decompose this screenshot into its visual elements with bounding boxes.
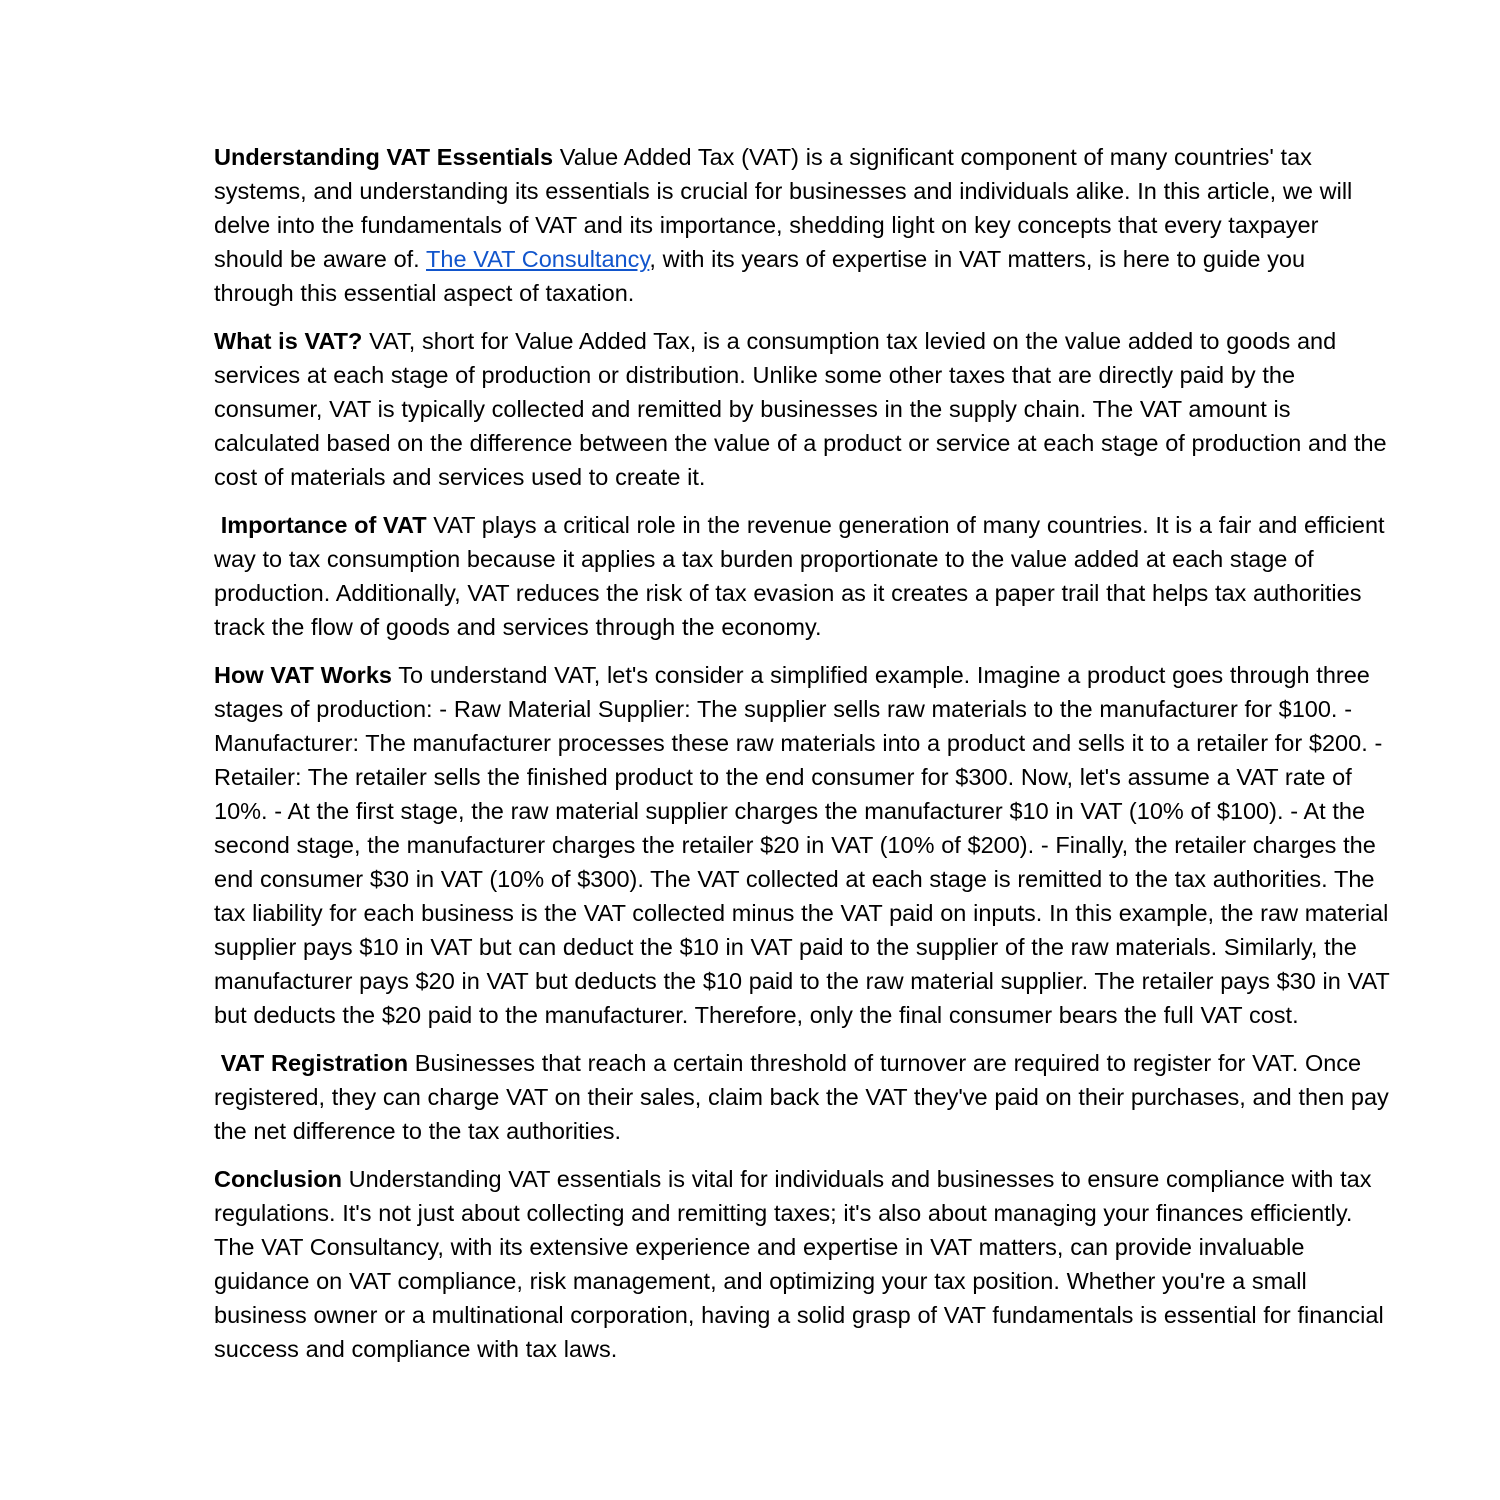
- paragraph-understanding-vat-essentials: [214, 140, 1390, 310]
- paragraph-lead-what-is-vat: What is VAT?: [214, 328, 363, 354]
- paragraph-lead-understanding-vat-essentials: Understanding VAT Essentials: [214, 144, 554, 170]
- paragraph-text-conclusion: Understanding VAT essentials is vital for individuals and businesses to ensure compliance with tax regulations. It's not just about collecting and remitting taxes; it's also about managing your finances efficiently. The VAT Consultancy, with its extensive experience and expertise in VAT matters, can provide invaluable guidance on VAT compliance, risk management, and optimizing your tax position. Whether you're a small business owner or a multinational corporation, having a solid grasp of VAT fundamentals is essential for financial success and compliance with tax laws.: [214, 1166, 1384, 1362]
- paragraph-text-what-is-vat: VAT, short for Value Added Tax, is a consumption tax levied on the value added to goods and services at each stage of production or distribution. Unlike some other taxes that are directly paid by the consumer, VAT is typically collected and remitted by businesses in the supply chain. The VAT amount is calculated based on the difference between the value of a product or service at each stage of production and the cost of materials and services used to create it.: [214, 328, 1387, 490]
- paragraph-lead-vat-registration: VAT Registration: [220, 1050, 409, 1076]
- paragraph-what-is-vat: [214, 324, 1390, 494]
- the-vat-consultancy-link[interactable]: The VAT Consultancy: [426, 246, 650, 272]
- paragraph-lead-importance-of-vat: Importance of VAT: [220, 512, 427, 538]
- paragraph-how-vat-works: [214, 658, 1390, 1032]
- paragraph-lead-conclusion: Conclusion: [214, 1166, 342, 1192]
- paragraph-text-importance-of-vat: VAT plays a critical role in the revenue generation of many countries. It is a fair and efficient way to tax consumption because it applies a tax burden proportionate to the value added at each stage of production. Additionally, VAT reduces the risk of tax evasion as it creates a paper trail that helps tax authorities track the flow of goods and services through the economy.: [214, 512, 1385, 640]
- paragraph-lead-how-vat-works: How VAT Works: [214, 662, 392, 688]
- article-body: [214, 140, 1390, 1366]
- paragraph-importance-of-vat: [214, 508, 1390, 644]
- paragraph-text-vat-registration: Businesses that reach a certain threshold of turnover are required to register for VAT. Once registered, they can charge VAT on their sales, claim back the VAT they've paid on their purchases, and then pay the net difference to the tax authorities.: [214, 1050, 1389, 1144]
- paragraph-text-how-vat-works: To understand VAT, let's consider a simplified example. Imagine a product goes through three stages of production: - Raw Material Supplier: The supplier sells raw materials to the manufacturer for $100. - Manufacturer: The manufacturer processes these raw materials into a product and sells it to a retailer for $200. - Retailer: The retailer sells the finished product to the end consumer for $300. Now, let's assume a VAT rate of 10%. - At the first stage, the raw material supplier charges the manufacturer $10 in VAT (10% of $100). - At the second stage, the manufacturer charges the retailer $20 in VAT (10% of $200). - Finally, the retailer charges the end consumer $30 in VAT (10% of $300). The VAT collected at each stage is remitted to the tax authorities. The tax liability for each business is the VAT collected minus the VAT paid on inputs. In this example, the raw material supplier pays $10 in VAT but can deduct the $10 in VAT paid to the supplier of the raw materials. Similarly, the manufacturer pays $20 in VAT but deducts the $10 paid to the raw material supplier. The retailer pays $30 in VAT but deducts the $20 paid to the manufacturer. Therefore, only the final consumer bears the full VAT cost.: [214, 662, 1390, 1028]
- paragraph-text-after-link: , with its years of expertise in VAT matters, is here to guide you through this essential aspect of taxation.: [214, 246, 1306, 306]
- paragraph-vat-registration: [214, 1046, 1390, 1148]
- paragraph-text-before-link: Value Added Tax (VAT) is a significant component of many countries' tax systems, and understanding its essentials is crucial for businesses and individuals alike. In this article, we will delve into the fundamentals of VAT and its importance, shedding light on key concepts that every taxpayer should be aware of.: [214, 144, 1353, 272]
- paragraph-conclusion: [214, 1162, 1390, 1366]
